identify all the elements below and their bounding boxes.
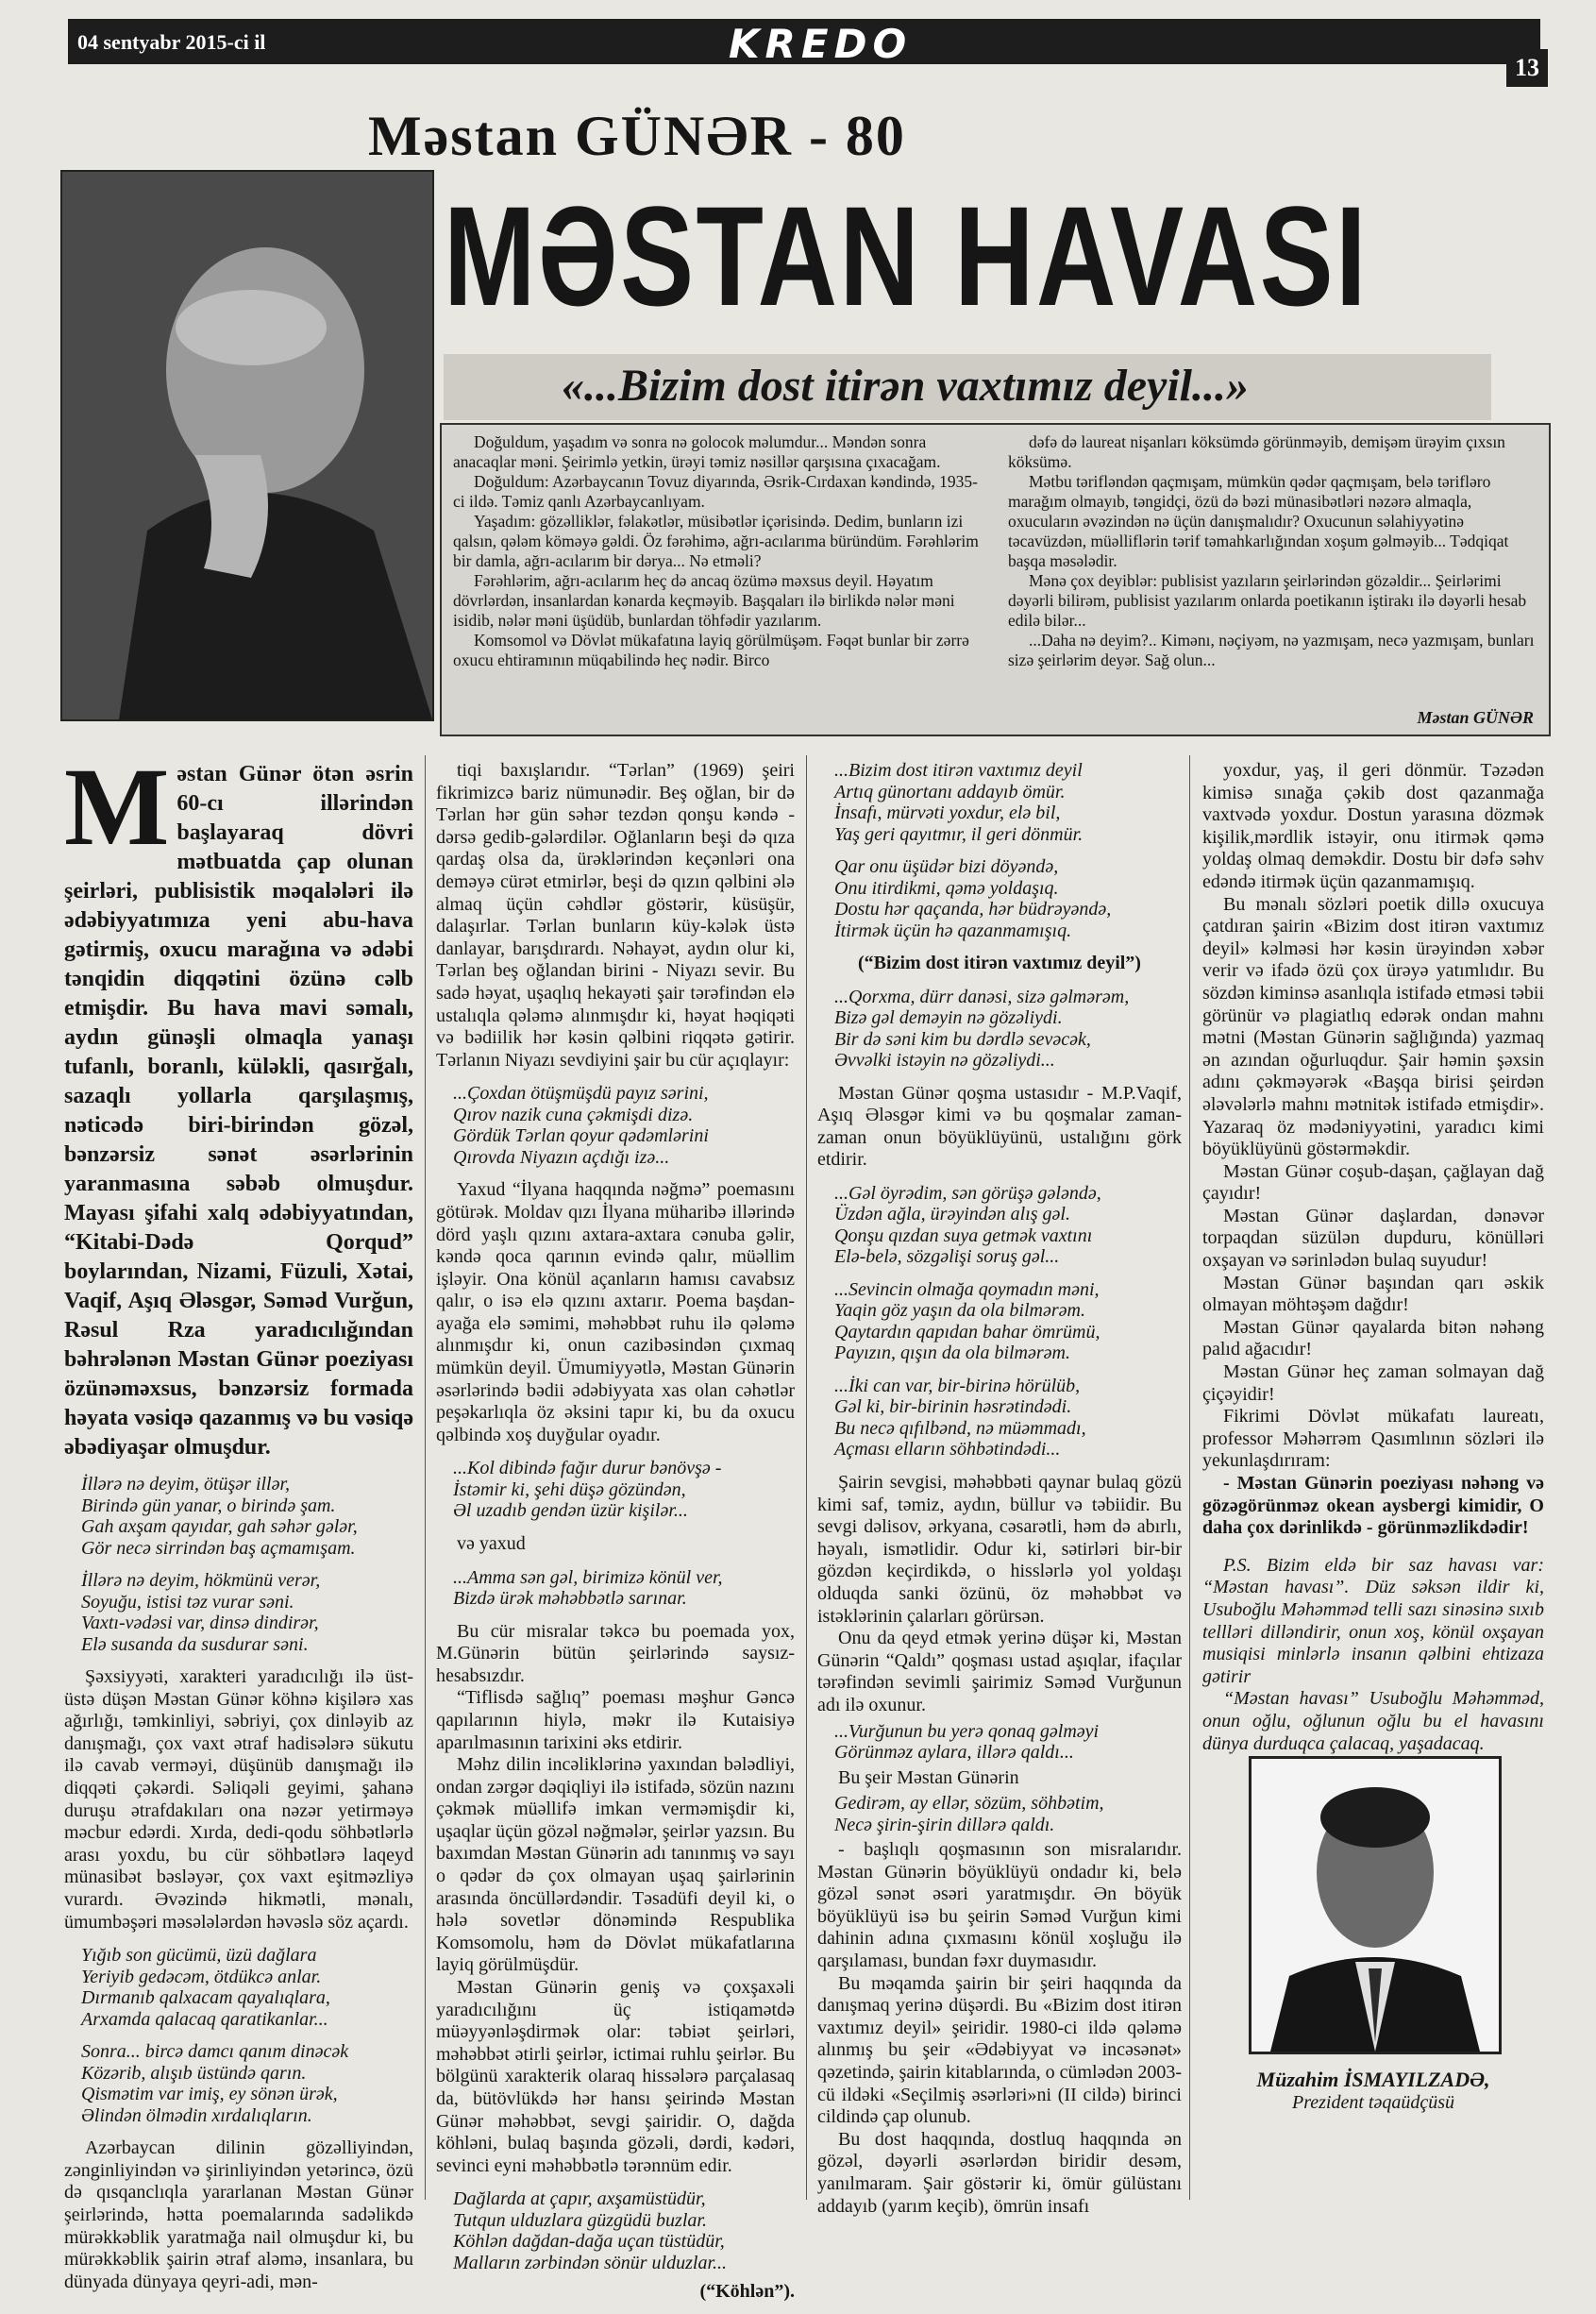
poem-line: Gəl ki, bir-birinin həsrətindədi. <box>834 1396 1072 1418</box>
poem-line: Tutqun ulduzlara güzgüdü buzlar. <box>453 2209 707 2231</box>
poem-line: ...Sevincin olmağa qoymadın məni, <box>834 1278 1100 1300</box>
poem-line: Közərib, alışıb üstündə qarın. <box>81 2062 307 2084</box>
column-1 <box>64 745 414 2293</box>
poem-line: Qar onu üşüdər bizi döyəndə, <box>834 856 1059 877</box>
poem-excerpt <box>81 1474 413 1559</box>
body-paragraph: tiqi baxışlarıdır. “Tərlan” (1969) şeiri fikrimizcə bariz nümunədir. Beş oğlan, bir də Tərlan hər gün səhər tezdən qonşu kəndə - dərsə gedib-gələrdilər. Oğlanların beşi də qıza qardaş olsa da, ürəklərindən keçənləri ona deməyə cürət etmirlər, beşi də qızın qəlbini ələ almaq üçün cəhdlər göstərir, küsüşür, dalaşırlar. Tərlan bunların küy-kələk üstə danlayar, barışdırardı. Nəhayət, aydın olur ki, Tərlan beş oğlandan birini - Niyazı sevir. Bu sadə həyat, uşaqlıq hekayəti şair tərəfindən elə ustalıqla qələmə alınmışdır ki, həyat həqiqəti və bədiilik hər kəsin qəlbini riqqətə gətirir. Tərlanın Niyazı sevdiyini şair bu cür açıqlayır: <box>436 760 795 1071</box>
author-title: Prezident təqaüdçüsü <box>1291 2092 1454 2113</box>
poem-excerpt <box>834 1279 1182 1364</box>
poem-excerpt <box>453 1083 795 1168</box>
body-paragraph: Məstan Günər qoşma ustasıdır - M.P.Vaqif, Aşıq Ələsgər kimi və bu qoşmalar zaman-zaman onun böyüklüyünü, ustalığını görk etdirir. <box>817 1082 1182 1171</box>
poem-excerpt <box>453 1458 795 1522</box>
poem-excerpt <box>81 1945 413 2030</box>
poem-line: Necə şirin-şirin dillərə qaldı. <box>834 1814 1055 1835</box>
poem-excerpt <box>834 987 1182 1072</box>
intro-paragraph: Mənə çox deyiblər: publisist yazıların şeirlərindən gözəldir... Şeirlərimi dəyərli bilirəm, publisist yazılarım onlarda poetikanın iştirakı ilə dəyərli hesab edilə bilər... <box>1008 571 1527 630</box>
issue-date: 04 sentyabr 2015-ci il <box>77 30 266 54</box>
intro-paragraph: Komsomol və Dövlət mükafatına layiq görülmüşəm. Fəqət bunlar bir zərrə oxucu ehtiramının müqabilində heç nədir. Birco <box>453 631 969 669</box>
body-paragraph: Bu şeir Məstan Günərin <box>838 1766 1019 1788</box>
poem-line: İnsafı, mürvəti yoxdur, elə bil, <box>834 802 1061 823</box>
poem-line: Əl uzadıb gendən üzür kişilər... <box>453 1500 688 1522</box>
poem-line: Malların zərbindən sönür ulduzlar... <box>453 2252 728 2273</box>
postscript: “Məstan havası” Usuboğlu Məhəmməd, onun oğlu, oğlunun oğlu bu el havasını dünya durduqca çalacaq, yaşadacaq. <box>1202 1688 1544 1754</box>
body-paragraph: Məstan Günər heç zaman solmayan dağ çiçəyidir! <box>1202 1361 1544 1405</box>
body-paragraph: Məhz dilin incəliklərinə yaxından bələdliyi, ondan zərgər dəqiqliyi ilə istifadə, sözün nazını çəkmək müəllifə imkan verməmişdir ki, uşaqlar üçün gözəl nəğmələr, şeirlər yazsın. Bu baxımdan Məstan Günərin adı tanınmış və sayı o qədər də çox olmayan uşaq şairlərinin arasında öncüllərdəndir. Təsadüfi deyil ki, o hələ sovetlər dönəmində Respublika Komsomolu, həm də Dövlət mükafatlarına layiq görülmüşdür. <box>436 1754 795 1976</box>
poem-excerpt <box>834 1793 1182 1835</box>
intro-paragraph: dəfə də laureat nişanları köksümdə görünməyib, demişəm ürəyim çıxsın köksümə. <box>1008 432 1505 471</box>
body-paragraph: və yaxud <box>457 1532 526 1554</box>
poem-excerpt <box>453 2188 795 2303</box>
poem-line: Gah axşam qayıdar, gah səhər gələr, <box>81 1516 358 1537</box>
poem-line: Sonra... bircə damcı qanım dinəcək <box>81 2041 349 2063</box>
poem-line: ...Vurğunun bu yerə qonaq gəlməyi <box>834 1720 1100 1742</box>
poem-line: Elə-belə, sözgəlişi soruş gəl... <box>834 1246 1060 1268</box>
body-paragraph: Məstan Günərin geniş və çoxşaxəli yaradıcılığını üç istiqamətdə müəyyənləşdirmək olar: təbiət şeirləri, məhəbbət ətirli şeirlər, ictimai ruhlu şeirlər. Bu bölgünü xarakterik olaraq hissələrə parçalasaq da, bütövlükdə hər hansı şeirində Məstan Günər məhəbbət, sevgi şairidir. O, dağda köhləni, bulaq başında gözəli, dərdi, kədəri, sevinci eyni məhəbbətlə tərənnüm edir. <box>436 1977 795 2176</box>
intro-paragraph: Mətbu tərifləndən qaçmışam, mümkün qədər qaçmışam, belə tərifləro marağım olmayıb, təngidçi, özü də bəzi münasibətləri nəzərə almaqla, oxucuların əvəzindən nə üçün danışmalıdır? Oxucunun səlahiyyətinə təcavüzdən, müəlliflərin tərif təmahkarlığından xoşum gəlməyib... Tədqiqat başqa məsələdir. <box>1008 472 1509 570</box>
headline: MƏSTAN HAVASI <box>444 177 1369 335</box>
quote-paragraph: - Məstan Günərin poeziyası nəhəng və gözəgörünməz okean aysbergi kimidir, O daha çox dərinlikdə - görünməzlikdədir! <box>1202 1473 1544 1539</box>
intro-paragraph: Doğuldum, yaşadım və sonra nə golocok məlumdur... Məndən sonra anacaqlar məni. Şeirimlə yetkin, ürəyi təmiz nəsillər qarşısına çıxacağam. <box>453 432 941 471</box>
poem-line: Əlindən ölmədin xırdalıqların. <box>81 2104 312 2126</box>
postscript: P.S. Bizim eldə bir saz havası var: “Məstan havası”. Düz səksən ildir ki, Usuboğlu Məhəmməd telli sazı sinəsinə sıxıb tellləri dilləndirir, onun xoş, könül oxşayan musiqisi minlərlə insanın qəlbini ehtizaza gətirir <box>1202 1554 1544 1687</box>
poem-line: ...Bizim dost itirən vaxtımız deyil <box>834 760 1083 781</box>
poem-line: Qırovda Niyazın açdığı izə... <box>453 1146 670 1168</box>
poem-line: İstəmir ki, şehi düşə gözündən, <box>453 1478 686 1500</box>
intro-paragraph: Doğuldum: Azərbaycanın Tovuz diyarında, Əsrik-Cırdaxan kəndində, 1935-ci ildə. Təmiz qanlı Azərbaycanlıyam. <box>453 472 979 511</box>
poem-line: Birində gün yanar, o birində şam. <box>81 1495 336 1516</box>
poem-line: ...Çoxdan ötüşmüşdü payız sərini, <box>453 1083 709 1105</box>
poem-line: Yığıb son gücümü, üzü dağlara <box>81 1945 317 1967</box>
poem-line: Köhlən dağdan-dağa uçan tüstüdür, <box>453 2231 725 2253</box>
body-paragraph: Bu cür misralar təkcə bu poemada yox, M.Günərin bütün şeirlərində saysız-hesabsızdır. <box>436 1620 795 1686</box>
author-photo <box>1249 1756 1502 2054</box>
intro-left <box>453 432 982 670</box>
poem-excerpt <box>834 856 1182 941</box>
author-name: Müzahim İSMAYILZADƏ, <box>1256 2068 1490 2091</box>
poem-line: İtirmək üçün hə qazanmamışıq. <box>834 920 1072 941</box>
poem-line: Bizdə ürək məhəbbətlə sarınar. <box>453 1588 687 1610</box>
poem-line: Qaytardın qapıdan bahar ömrümü, <box>834 1321 1100 1343</box>
subtitle: «...Bizim dost itirən vaxtımız deyil...» <box>562 361 1250 411</box>
body-paragraph: Onu da qeyd etmək yerinə düşər ki, Məstan Günərin “Qaldı” qoşması ustad aşıqlar, ifaçılar tərəfindən sevimli şairimiz Səməd Vurğunun adı ilə oxunur. <box>817 1628 1182 1715</box>
newspaper-brand: KREDO <box>729 21 913 67</box>
anniversary-kicker: Məstan GÜNƏR - 80 <box>368 105 906 167</box>
body-paragraph: Bu məqamda şairin bir şeiri haqqında da danışmaq yerinə düşərdi. Bu «Bizim dost itirən vaxtımız deyil» şeiridir. 1980-ci ildə qələmə alınmış bu şeir «Ədəbiyyat və incəsənət» qəzetində, şairin kitablarında, o cümlədən 2003-cü ildəki «Seçilmiş əsərləri»ni (II cildə) birinci cildində çap olunub. <box>817 1972 1182 2128</box>
poem-line: İllərə nə deyim, ötüşər illər, <box>81 1474 291 1495</box>
body-paragraph: “Tiflisdə sağlıq” poeması məşhur Gəncə qapılarının hiylə, məkr ilə Kutaisiyə aparılmasının tarixini əks etdirir. <box>436 1687 795 1753</box>
poem-line: Soyuğu, istisi təz vurar səni. <box>81 1591 294 1613</box>
poem-line: Gördük Tərlan qoyur qədəmlərini <box>453 1125 709 1147</box>
lead-paragraph <box>64 745 414 1462</box>
column-divider <box>1189 755 1190 2200</box>
column-2 <box>436 760 795 2314</box>
column-3 <box>817 760 1182 2218</box>
poem-line: İllərə nə deyim, hökmünü verər, <box>81 1570 321 1591</box>
poem-line: Gedirəm, ay ellər, sözüm, söhbətim, <box>834 1793 1104 1815</box>
poem-line: Arxamda qalacaq qaratikanlar... <box>81 2008 328 2030</box>
poet-photo <box>60 170 434 721</box>
poem-line: Yaqin göz yaşın da ola bilmərəm. <box>834 1300 1085 1322</box>
author-intro-box <box>440 423 1551 736</box>
poem-excerpt <box>834 1376 1182 1461</box>
intro-paragraph: ...Daha nə deyim?.. Kimənı, nəçiyəm, nə yazmışam, necə yazmışam, bunları sizə şeirlərim deyər. Sağ olun... <box>1008 631 1535 669</box>
column-4 <box>1202 760 1544 1755</box>
body-paragraph: yoxdur, yaş, il geri dönmür. Təzədən kimisə sınağa çəkib dost qazanmağa vaxtvədə yoxdur. Dostun yarasına dözmək kişilik,mərdlik istəyir, onu itirmək qəmə yoldaş olmaq deməkdir. Dostu bir dəfə səhv edəndə itirmək üçün qazanmamışıq. <box>1202 760 1544 892</box>
poem-line: Qismətim var imiş, ey sönən ürək, <box>81 2084 338 2105</box>
body-paragraph: Bu dost haqqında, dostluq haqqında ən gözəl, dəyərli əsərlərdən biridir desəm, yanılmaram. Şair göstərir ki, ömür gülüstanı addayıb (yarım keçib), ömrün insafı <box>817 2128 1182 2217</box>
column-divider <box>806 755 807 2200</box>
poem-title: (“Köhlən”). <box>699 2281 795 2303</box>
poem-line: Əvvəlki istəyin nə gözəliydi... <box>834 1050 1055 1072</box>
poem-excerpt <box>81 1570 413 1655</box>
poem-line: Elə susanda da susdurar səni. <box>81 1633 309 1655</box>
poem-excerpt <box>834 1183 1182 1268</box>
page-number: 13 <box>1506 49 1548 87</box>
poem-line: Onu itirdikmi, qəmə yoldaşıq. <box>834 877 1059 899</box>
body-paragraph: Bu mənalı sözləri poetik dillə oxucuya çatdıran şairin «Bizim dost itirən vaxtımız deyil» kəlməsi hər kəsin ürəyindən xəbər verir və ifadə özü çox ürəyə yatımlıdır. Bu sözdən kiminsə asanlıqla istifadə etməsi təbii görünür və plagiatlıq edərək ondan mahnı mətni (Məstan Günərin sağlığında) yazmaq ən azından oğurluqdur. Şair həmin şəxsin adını çəkməyərək «Başqa birisi şeirdən ələvələrlə mahnı mətnitək istifadə etmişdir». Yazaraq öz mədəniyyətini, yaradıcı kimi böyüklüyünü göstərməkdir. <box>1202 893 1544 1160</box>
poem-line: Qırov nazik cuna çəkmişdi dizə. <box>453 1104 694 1125</box>
body-paragraph: Şəxsiyyəti, xarakteri yaradıcılığı ilə üst-üstə düşən Məstan Günər köhnə kişilərə xas ağırlığı, təmkinliyi, səbriyi, çox dinləyib az danışmağı, çox vaxt ətraf hadisələrə sükutu ilə cavab verməyi, düşünüb danışmağı ilə diqqəti çəkərdi. Səliqəli geyimi, şahanə duruşu ətrafdakıları ona nəzər yetirməyə məcbur edərdi. Xırda, dedi-qodu söhbətlərlə arası yoxdu, bu cür söhbətlərə laqeyd münasibət bəsləyər, çox vaxt eşitməzliyə vurardı. Əvəzində hikmətli, mənalı, ümumbəşəri məsələlərdən həvəslə söz açardı. <box>64 1666 413 1933</box>
poem-line: ...Gəl öyrədim, sən görüşə gələndə, <box>834 1182 1101 1204</box>
poem-excerpt <box>453 1567 795 1610</box>
poem-line: Payızın, qışın da ola bilmərəm. <box>834 1343 1070 1364</box>
body-paragraph: Azərbaycan dilinin gözəlliyindən, zənginliyindən və şirinliyindən yetərincə, özü də qısqanclıqla yararlanan Məstan Günər şeirlərində, hətta poemalarında sadəlikdə mürəkkəblik yaratmağa nail olmuşdur ki, bu mürəkkəblik şairin ətraf aləmə, insanlara, bu dünyada dünyaya qeyri-adi, mən- <box>64 2137 413 2292</box>
poem-line: Dostu hər qaçanda, hər büdrəyəndə, <box>834 899 1112 920</box>
poem-line: ...Amma sən gəl, birimizə könül ver, <box>453 1566 723 1588</box>
poem-line: Dağlarda at çapır, axşamüstüdür, <box>453 2188 706 2210</box>
poem-line: Üzdən ağla, ürəyindən alış gəl. <box>834 1204 1070 1225</box>
body-paragraph: Məstan Günər coşub-daşan, çağlayan dağ çayıdır! <box>1202 1160 1544 1205</box>
body-paragraph: - başlıqlı qoşmasının son misralarıdır. Məstan Günərin böyüklüyü ondadır ki, belə gözəl sənət əsəri yaratmışdır. Ən böyük böyüklüyü isə bu şeirin Səməd Vurğun kimi dahinin adına çıxmasını könül xoşluğu ilə qarşılaması, bundan fəxr duymasıdır. <box>817 1839 1182 1972</box>
poem-line: Yeriyib gedəcəm, ötdükcə anlar. <box>81 1966 322 1987</box>
poem-line: Yaş geri qayıtmır, il geri dönmür. <box>834 823 1084 845</box>
poem-line: Dırmanıb qalxacam qayalıqlara, <box>81 1987 330 2009</box>
column-divider <box>425 755 426 2200</box>
lead-text: əstan Günər ötən əsrin 60-cı illərindən başlayaraq dövri mətbuatda çap olunan şeirləri, publisistik məqalələri ilə ədəbiyyatımıza yeni abu-hava gətirmiş, oxucu marağına və ədəbi tənqidin diqqətini özünə cəlb etmişdir. Bu hava mavi səmalı, aydın günəşli olmaqla yanaşı tufanlı, boranlı, küləkli, qasırğalı, sazaqlı yollarla qarşılaşmış, nəticədə biri-birindən gözəl, bənzərsiz sənət əsərlərinin yaranmasına səbəb olmuşdur. Mayası şifahi xalq ədəbiyyatından, “Kitabi-Dədə Qorqud” boylarından, Nizami, Füzuli, Xətai, Vaqif, Aşıq Ələsgər, Səməd Vurğun, Rəsul Rza yaradıcılığından bəhrələnən Məstan Günər poeziyası özünəməxsus, bənzərsiz formada həyata vəsiqə qazanmış və bu vəsiqə əbədiyaşar olmuşdur. <box>64 762 414 1460</box>
body-paragraph: Yaxud “İlyana haqqında nəğmə” poemasını götürək. Moldav qızı İlyana müharibə illərində dörd yaşlı qızını axtara-axtara cənuba gəlir, kəndə qoca qarının evində qalır, müəllim işləyir. Ona könül açanların hamısı cavabsız qalır, o isə elə qızını axtarır. Poema başdan-ayağa elə səmimi, məhəbbət ruhu ilə qələmə alınmışdır ki, onun cazibəsindən çıxmaq mümkün deyil. Ümumiyyətlə, Məstan Günərin əsərlərində bədii ədəbiyyata xas olan cəhətlər peşəkarlıqla öz əksini tapır ki, bu da oxucu qəlbində xoş duyğular oyadır. <box>436 1179 795 1445</box>
intro-paragraph: Yaşadım: gözəlliklər, fəlakətlər, müsibətlər içərisində. Dedim, bunların izi qalsın, qələm köməyə gəldi. Öz fərəhimə, ağrı-acılarıma büründüm. Fərəhlərim bir damla, ağrı-acılarım bir dərya... Nə etməli? <box>453 512 979 570</box>
poem-excerpt <box>834 760 1182 845</box>
poem-line: Qonşu qızdan suya getmək vaxtını <box>834 1225 1093 1246</box>
poem-line: Görünməz aylara, illərə qaldı... <box>834 1742 1074 1763</box>
author-credit <box>1208 2068 1538 2114</box>
poem-line: ...İki can var, bir-birinə hörülüb, <box>834 1375 1081 1396</box>
poem-excerpt <box>834 1721 1182 1764</box>
intro-right <box>1008 432 1537 670</box>
poem-line: Açması elların söhbətindədi... <box>834 1439 1061 1461</box>
poem-line: Bizə gəl deməyin nə gözəliydi. <box>834 1007 1063 1029</box>
poem-line: Artıq günortanı addayıb ömür. <box>834 781 1066 802</box>
subtitle-band <box>444 354 1491 420</box>
intro-paragraph: Fərəhlərim, ağrı-acılarım heç də ancaq özümə məxsus deyil. Həyatım dövrlərdən, insanlardan kənarda keçməyib. Başqaları ilə birlikdə nələr məni isidib, nələr məni üşüdüb, bunlardan töhfədir yazılarım. <box>453 571 955 630</box>
body-paragraph: Məstan Günər başından qarı əskik olmayan möhtəşəm dağdır! <box>1202 1272 1544 1316</box>
body-paragraph: Şairin sevgisi, məhəbbəti qaynar bulaq gözü kimi saf, təmiz, aydın, büllur və təbiidir. Bu sevgi dəlisov, ərkyana, cəsarətli, həm də abırlı, həyalı, ismətlidir. Odur ki, sətirləri bir-bir gözdən keçirdikdə, o hisslərlə yol yoldaşı olduqda sanki özünü, öz məhəbbət və istəklərinin çalarları görürsən. <box>817 1471 1182 1627</box>
poem-line: ...Kol dibində fağır durur bənövşə - <box>453 1458 722 1479</box>
drop-cap: M <box>64 745 170 869</box>
poem-line: Gör necə sirrindən baş açmamışam. <box>81 1537 356 1559</box>
poem-line: Vaxtı-vədəsi var, dinsə dindirər, <box>81 1613 319 1633</box>
poem-line: Bu necə qıfılbənd, nə müəmmadı, <box>834 1417 1086 1439</box>
poem-excerpt <box>81 2041 413 2126</box>
body-paragraph: Fikrimi Dövlət mükafatı laureatı, professor Məhərrəm Qasımlının sözləri ilə yekunlaşdırıram: <box>1202 1406 1544 1472</box>
poem-title: (“Bizim dost itirən vaxtımız deyil”) <box>858 953 1141 973</box>
poem-line: Bir də səni kim bu dərdlə sevəcək, <box>834 1028 1091 1050</box>
intro-signature: Məstan GÜNƏR <box>1417 708 1534 727</box>
body-paragraph: Məstan Günər daşlardan, dənəvər torpaqdan süzülən dupduru, könülləri oxşayan və sərinlədən bulaq suyudur! <box>1202 1205 1544 1272</box>
masthead <box>68 19 1540 67</box>
body-paragraph: Məstan Günər qayalarda bitən nəhəng palıd ağacıdır! <box>1202 1316 1544 1360</box>
poem-line: ...Qorxma, dürr danəsi, sizə gəlmərəm, <box>834 986 1130 1007</box>
